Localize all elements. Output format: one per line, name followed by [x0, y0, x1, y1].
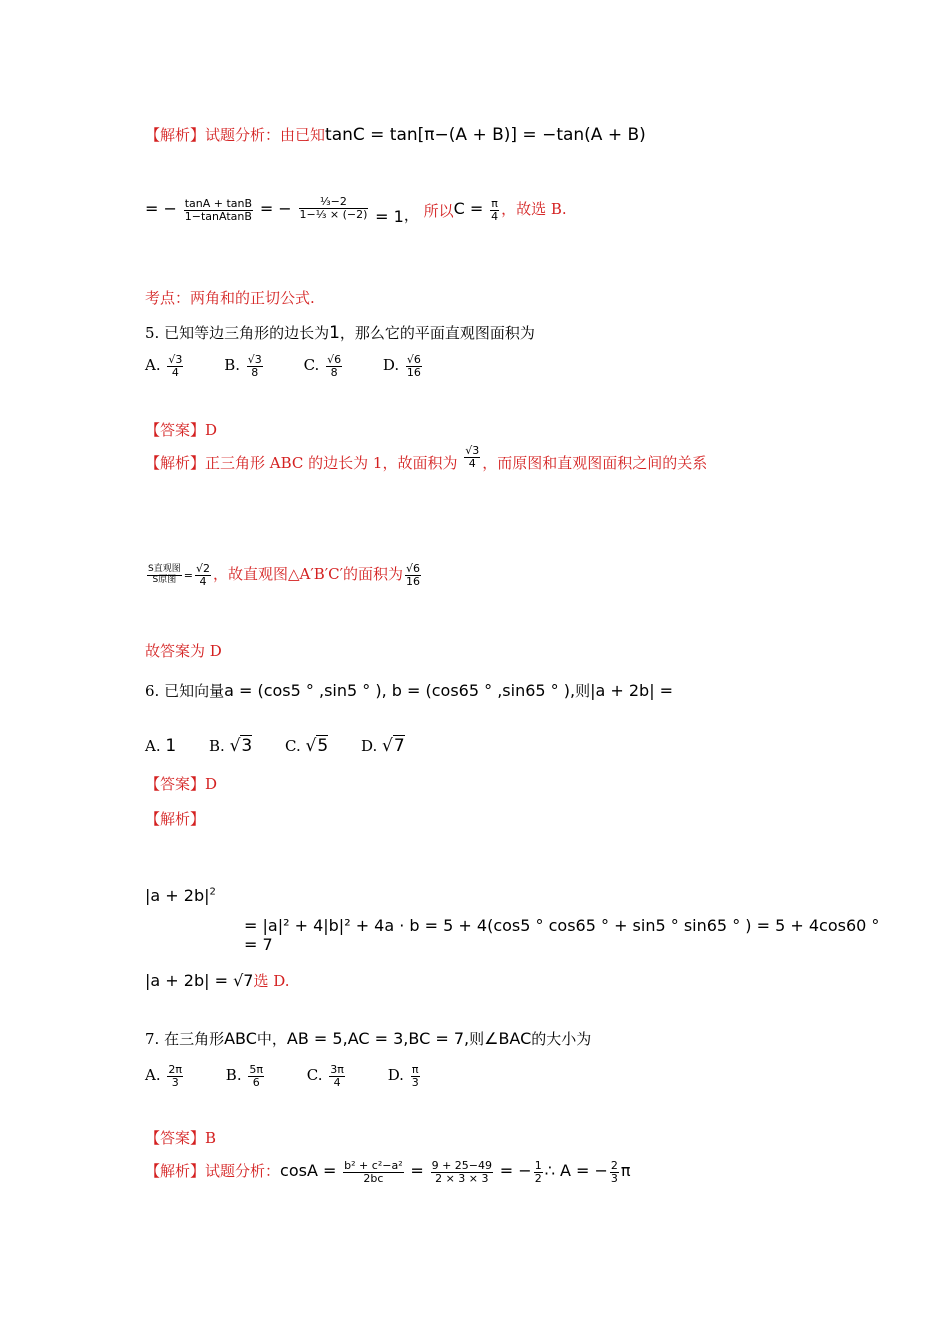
q6-stem: 6. 已知向量a = (cos5 ° ,sin5 ° ), b = (cos65 ° ,sin65 ° ),则|a + 2b| =: [145, 681, 674, 700]
c-eq: C =: [453, 199, 484, 219]
q5-option-d[interactable]: D. $\frac{√6}{16}$: [382, 353, 421, 379]
half-fraction: $\frac{1}{2}$: [534, 1159, 542, 1185]
q5-stem: 5. 已知等边三角形的边长为1，那么它的平面直观图面积为: [145, 323, 535, 343]
q7-option-d[interactable]: D. $\frac{\pi}{3}$: [387, 1063, 419, 1089]
choose-b: ，故选 B.: [501, 200, 567, 219]
eq-second: = −: [259, 199, 292, 219]
q5-analysis: 【解析】正三角形 ABC 的边长为 1，故面积为 $\frac{√3}{4}$ ，而原图和直观图面积之间的关系: [145, 443, 708, 472]
result: = 1: [375, 207, 404, 227]
q6-line2: = |a|² + 4|b|² + 4a · b = 5 + 4(cos5 ° cos65 ° + sin5 ° sin65 ° ) = 5 + 4cos60 °: [244, 916, 880, 935]
vector-definition: a = (cos5 ° ,sin5 ° ), b = (cos65 ° ,sin65 ° ),: [224, 681, 576, 700]
numeric-fraction: $\frac{9 + 25-49}{2 \times 3 \times 3}$: [431, 1159, 492, 1185]
q7-option-c[interactable]: C. $\frac{3\pi}{4}$: [306, 1063, 344, 1089]
so-text: 所以: [423, 202, 454, 221]
q6-answer: 【答案】D: [145, 775, 218, 793]
q4-derivation: [145, 195, 567, 227]
q4-analysis-line: [145, 124, 646, 145]
q5-option-c[interactable]: C. $\frac{√6}{8}$: [303, 353, 342, 379]
q6-option-d[interactable]: D. √7: [360, 736, 405, 756]
two-thirds-fraction: $\frac{2}{3}$: [610, 1159, 618, 1185]
q6-option-a[interactable]: A. 1: [145, 736, 177, 756]
q7-option-b[interactable]: B. $\frac{5\pi}{6}$: [225, 1063, 263, 1089]
fraction-tan-sum: $\frac{\tan A + \tan B}{\text{1−tanAtanB}}$: [184, 197, 253, 223]
q5-answer: 【答案】D: [145, 421, 218, 439]
q7-answer: 【答案】B: [145, 1129, 217, 1147]
tan-formula: tanC = tan[π−(A + B)] = −tan(A + B): [325, 125, 646, 145]
q5-options: [145, 354, 438, 378]
final-area: $\frac{√6}{16}$: [406, 562, 421, 588]
area-fraction: $\frac{√3}{4}$: [465, 443, 480, 470]
pi-over-four: $\frac{\pi}{4}$: [491, 197, 499, 223]
analysis-intro: 试题分析：由已知: [205, 126, 326, 144]
eq-prefix: = −: [145, 199, 177, 219]
q5-option-a[interactable]: A. $\frac{√3}{4}$: [145, 353, 183, 379]
cosine-law-fraction: $\frac{\text{b² + c²−a²}}{2bc}$: [344, 1159, 403, 1185]
vector-norm: |a + 2b| =: [590, 681, 674, 700]
comma: ，: [403, 206, 419, 225]
q6-options: [145, 735, 419, 756]
q7-options: [145, 1064, 436, 1088]
q5-ratio-line: $\frac{\text{S直观图}}{\text{S原图}}$ = $\frac{√2}{4}$ ，故直观图△A′B′C′的面积为 $\frac{√6}{16}$: [148, 562, 421, 588]
q5-tail: 故答案为 D: [145, 642, 222, 660]
q6-line3: = 7: [244, 935, 273, 954]
analysis-tag: 【解析】: [145, 126, 206, 144]
q7-stem: 7. 在三角形ABC中，AB = 5,AC = 3,BC = 7,则∠BAC的大小为: [145, 1029, 592, 1048]
q7-option-a[interactable]: A. $\frac{2\pi}{3}$: [145, 1063, 183, 1089]
q6-line4: |a + 2b| = √7选 D.: [145, 971, 290, 990]
ratio-value: $\frac{√2}{4}$: [195, 562, 210, 588]
q6-analysis-tag: 【解析】: [145, 810, 206, 828]
area-ratio: $\frac{\text{S直观图}}{\text{S原图}}$: [148, 564, 181, 585]
q6-line1: $|a + 2b|^2$: [145, 886, 216, 905]
q6-option-b[interactable]: B. √3: [209, 736, 253, 756]
q7-analysis: 【解析】试题分析：cosA = $\frac{\text{b² + c²−a²}}{2bc}$ = $\frac{9 + 25-49}{2 \times 3 \times 3}$ = − $\frac{1}{2}$ ∴ A = − $\frac{2}{3}$ π: [145, 1159, 631, 1185]
q6-option-c[interactable]: C. √5: [285, 736, 329, 756]
q5-option-b[interactable]: B. $\frac{√3}{8}$: [224, 353, 262, 379]
kaodian: 考点：两角和的正切公式.: [145, 289, 315, 307]
fraction-values: $\frac{\text{⅓−2}}{\text{1−⅓ × (−2)}}$: [299, 195, 368, 221]
